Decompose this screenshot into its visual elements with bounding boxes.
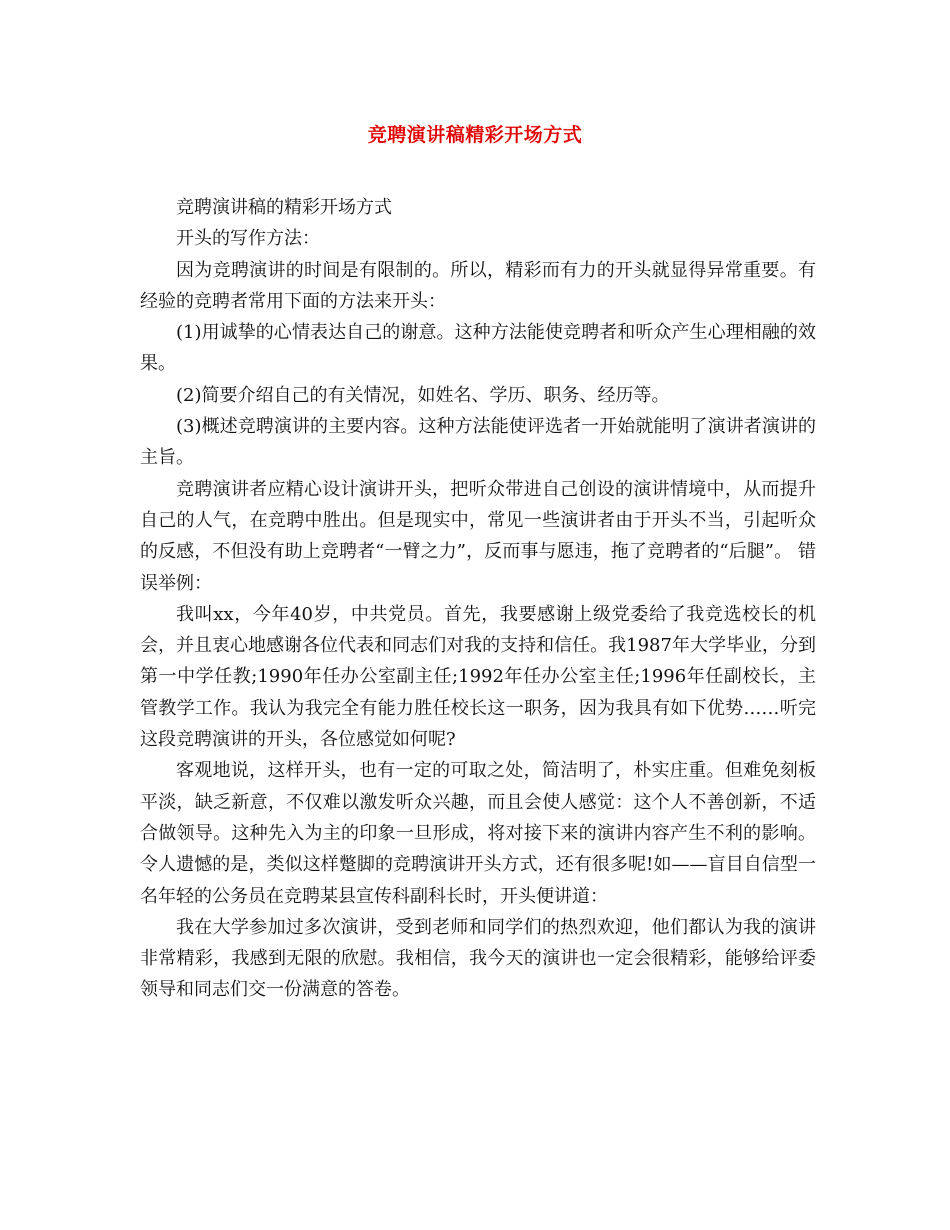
document-title: 竞聘演讲稿精彩开场方式 xyxy=(367,124,583,146)
paragraph-intro: 因为竞聘演讲的时间是有限制的。所以，精彩而有力的开头就显得异常重要。有经验的竞聘者常用下面的方法来开头： xyxy=(140,259,816,312)
paragraph-method-2: (2)简要介绍自己的有关情况，如姓名、学历、职务、经历等。 xyxy=(176,384,670,406)
paragraph-example-1: 我叫xx，今年40岁，中共党员。首先，我要感谢上级党委给了我竞选校长的机会，并且衷心地感谢各位代表和同志们对我的支持和信任。我1987年大学毕业，分到第一中学任教;1990年任办公室副主任;1992年任办公室主任;1996年任副校长，主管教学工作。我认为我完全有能力胜任校长这一职务，因为我具有如下优势……听完这段竞聘演讲的开头，各位感觉如何呢? xyxy=(140,603,816,751)
paragraph-advice: 竞聘演讲者应精心设计演讲开头，把听众带进自己创设的演讲情境中，从而提升自己的人气，在竞聘中胜出。但是现实中，常见一些演讲者由于开头不当，引起听众的反感，不但没有助上竞聘者“一臂之力”，反而事与愿违，拖了竞聘者的“后腿”。 错误举例： xyxy=(140,478,816,594)
paragraph-method-heading: 开头的写作方法： xyxy=(176,228,320,250)
paragraph-example-2: 我在大学参加过多次演讲，受到老师和同学们的热烈欢迎，他们都认为我的演讲非常精彩，我感到无限的欣慰。我相信，我今天的演讲也一定会很精彩，能够给评委领导和同志们交一份满意的答卷。 xyxy=(140,916,816,1001)
paragraph-method-3: (3)概述竞聘演讲的主要内容。这种方法能使评选者一开始就能明了演讲者演讲的主旨。 xyxy=(140,416,816,469)
document-body xyxy=(140,192,816,1006)
paragraph-analysis: 客观地说，这样开头，也有一定的可取之处，简洁明了，朴实庄重。但难免刻板平淡，缺乏新意，不仅难以激发听众兴趣，而且会使人感觉：这个人不善创新，不适合做领导。这种先入为主的印象一旦形成，将对接下来的演讲内容产生不利的影响。 令人遗憾的是，类似这样蹩脚的竞聘演讲开头方式，还有很多呢!如——盲目自信型一名年轻的公务员在竞聘某县宣传科副科长时，开头便讲道： xyxy=(140,760,816,907)
paragraph-subtitle: 竞聘演讲稿的精彩开场方式 xyxy=(176,197,392,218)
paragraph-method-1: (1)用诚挚的心情表达自己的谢意。这种方法能使竞聘者和听众产生心理相融的效果。 xyxy=(140,322,816,375)
